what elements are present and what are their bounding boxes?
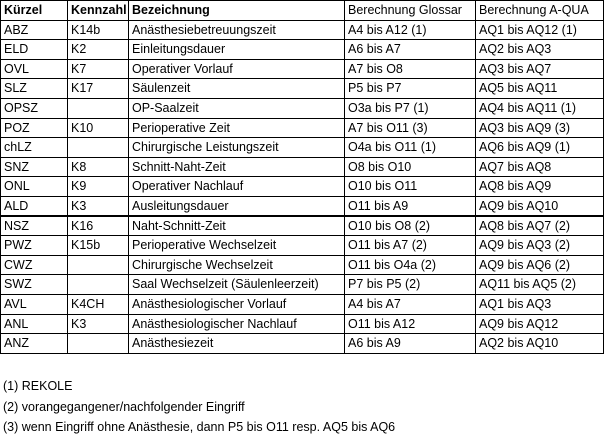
cell-berechnung-aqua: AQ1 bis AQ12 (1) <box>476 21 604 40</box>
cell-berechnung-aqua: AQ2 bis AQ3 <box>476 40 604 59</box>
table-row <box>1 79 604 99</box>
cell-berechnung-glossar: A6 bis A7 <box>345 40 476 59</box>
cell-kuerzel: AVL <box>1 295 68 314</box>
table-body <box>1 21 604 354</box>
cell-berechnung-aqua: AQ5 bis AQ11 <box>476 79 604 98</box>
cell-kennzahl: K10 <box>68 119 129 138</box>
cell-berechnung-aqua: AQ3 bis AQ7 <box>476 60 604 79</box>
header-berechnung-aqua: Berechnung A-QUA <box>476 1 604 20</box>
cell-kuerzel: SLZ <box>1 79 68 98</box>
cell-berechnung-aqua: AQ2 bis AQ10 <box>476 334 604 353</box>
cell-berechnung-aqua: AQ8 bis AQ7 (2) <box>476 217 604 236</box>
footnote-3: (3) wenn Eingriff ohne Anästhesie, dann P5 bis O11 resp. AQ5 bis AQ6 <box>3 420 396 434</box>
cell-berechnung-glossar: A4 bis A7 <box>345 295 476 314</box>
cell-bezeichnung: Perioperative Wechselzeit <box>129 236 345 255</box>
cell-kuerzel: CWZ <box>1 256 68 275</box>
cell-berechnung-aqua: AQ4 bis AQ11 (1) <box>476 99 604 118</box>
cell-kuerzel: chLZ <box>1 138 68 157</box>
cell-bezeichnung: Schnitt-Naht-Zeit <box>129 158 345 177</box>
cell-berechnung-aqua: AQ7 bis AQ8 <box>476 158 604 177</box>
cell-bezeichnung: OP-Saalzeit <box>129 99 345 118</box>
cell-kuerzel: PWZ <box>1 236 68 255</box>
cell-bezeichnung: Anästhesiebetreuungszeit <box>129 21 345 40</box>
cell-kuerzel: ALD <box>1 197 68 215</box>
cell-bezeichnung: Einleitungsdauer <box>129 40 345 59</box>
table-row <box>1 275 604 295</box>
cell-bezeichnung: Perioperative Zeit <box>129 119 345 138</box>
cell-kennzahl: K2 <box>68 40 129 59</box>
table-row <box>1 334 604 354</box>
cell-berechnung-glossar: O10 bis O8 (2) <box>345 217 476 236</box>
cell-berechnung-aqua: AQ6 bis AQ9 (1) <box>476 138 604 157</box>
cell-berechnung-aqua: AQ9 bis AQ6 (2) <box>476 256 604 275</box>
cell-kennzahl <box>68 334 129 353</box>
cell-bezeichnung: Saal Wechselzeit (Säulenleerzeit) <box>129 275 345 294</box>
cell-kennzahl <box>68 99 129 118</box>
header-kuerzel: Kürzel <box>1 1 68 20</box>
header-bezeichnung: Bezeichnung <box>129 1 345 20</box>
table-row <box>1 256 604 276</box>
table-row <box>1 40 604 60</box>
cell-kennzahl <box>68 256 129 275</box>
cell-bezeichnung: Anästhesiologischer Nachlauf <box>129 315 345 334</box>
table-row <box>1 99 604 119</box>
cell-berechnung-glossar: O4a bis O11 (1) <box>345 138 476 157</box>
cell-bezeichnung: Chirurgische Leistungszeit <box>129 138 345 157</box>
table-row <box>1 217 604 237</box>
cell-berechnung-glossar: P5 bis P7 <box>345 79 476 98</box>
table-header-row <box>1 1 604 21</box>
cell-kennzahl: K8 <box>68 158 129 177</box>
cell-bezeichnung: Operativer Vorlauf <box>129 60 345 79</box>
cell-kennzahl: K3 <box>68 315 129 334</box>
header-berechnung-glossar: Berechnung Glossar <box>345 1 476 20</box>
cell-kennzahl: K3 <box>68 197 129 215</box>
cell-kennzahl: K17 <box>68 79 129 98</box>
cell-bezeichnung: Operativer Nachlauf <box>129 177 345 196</box>
cell-kennzahl <box>68 138 129 157</box>
table-row <box>1 177 604 197</box>
cell-berechnung-glossar: A7 bis O11 (3) <box>345 119 476 138</box>
cell-kuerzel: ELD <box>1 40 68 59</box>
table-row <box>1 60 604 80</box>
cell-berechnung-glossar: O11 bis A7 (2) <box>345 236 476 255</box>
table-row <box>1 138 604 158</box>
cell-kuerzel: SWZ <box>1 275 68 294</box>
cell-kuerzel: POZ <box>1 119 68 138</box>
cell-bezeichnung: Naht-Schnitt-Zeit <box>129 217 345 236</box>
cell-berechnung-aqua: AQ11 bis AQ5 (2) <box>476 275 604 294</box>
cell-kuerzel: ANL <box>1 315 68 334</box>
cell-berechnung-glossar: O10 bis O11 <box>345 177 476 196</box>
cell-berechnung-aqua: AQ9 bis AQ10 <box>476 197 604 215</box>
cell-berechnung-glossar: O11 bis A9 <box>345 197 476 215</box>
table-row <box>1 315 604 335</box>
cell-kuerzel: ABZ <box>1 21 68 40</box>
cell-bezeichnung: Anästhesiologischer Vorlauf <box>129 295 345 314</box>
cell-kuerzel: OVL <box>1 60 68 79</box>
cell-berechnung-glossar: A7 bis O8 <box>345 60 476 79</box>
cell-berechnung-glossar: O8 bis O10 <box>345 158 476 177</box>
cell-berechnung-aqua: AQ8 bis AQ9 <box>476 177 604 196</box>
footnote-1: (1) REKOLE <box>3 379 73 393</box>
cell-kennzahl <box>68 275 129 294</box>
cell-kuerzel: OPSZ <box>1 99 68 118</box>
footnote-2: (2) vorangegangener/nachfolgender Eingriff <box>3 399 245 414</box>
cell-kennzahl: K16 <box>68 217 129 236</box>
cell-kuerzel: ONL <box>1 177 68 196</box>
cell-berechnung-aqua: AQ9 bis AQ12 <box>476 315 604 334</box>
cell-berechnung-glossar: A4 bis A12 (1) <box>345 21 476 40</box>
table-row <box>1 236 604 256</box>
cell-bezeichnung: Ausleitungsdauer <box>129 197 345 215</box>
cell-berechnung-glossar: O11 bis O4a (2) <box>345 256 476 275</box>
cell-kuerzel: SNZ <box>1 158 68 177</box>
cell-kuerzel: NSZ <box>1 217 68 236</box>
cell-kennzahl: K7 <box>68 60 129 79</box>
cell-kennzahl: K14b <box>68 21 129 40</box>
cell-berechnung-glossar: A6 bis A9 <box>345 334 476 353</box>
table-row <box>1 197 604 217</box>
cell-kennzahl: K4CH <box>68 295 129 314</box>
cell-bezeichnung: Chirurgische Wechselzeit <box>129 256 345 275</box>
cell-berechnung-glossar: O11 bis A12 <box>345 315 476 334</box>
footnotes <box>3 376 395 438</box>
cell-berechnung-glossar: O3a bis P7 (1) <box>345 99 476 118</box>
cell-bezeichnung: Anästhesiezeit <box>129 334 345 353</box>
cell-berechnung-aqua: AQ9 bis AQ3 (2) <box>476 236 604 255</box>
header-kennzahl: Kennzahl <box>68 1 129 20</box>
cell-kennzahl: K15b <box>68 236 129 255</box>
cell-kuerzel: ANZ <box>1 334 68 353</box>
cell-berechnung-glossar: P7 bis P5 (2) <box>345 275 476 294</box>
cell-bezeichnung: Säulenzeit <box>129 79 345 98</box>
table-row <box>1 119 604 139</box>
cell-kennzahl: K9 <box>68 177 129 196</box>
table-row <box>1 158 604 178</box>
table-row <box>1 295 604 315</box>
cell-berechnung-aqua: AQ1 bis AQ3 <box>476 295 604 314</box>
cell-berechnung-aqua: AQ3 bis AQ9 (3) <box>476 119 604 138</box>
table-row <box>1 21 604 41</box>
